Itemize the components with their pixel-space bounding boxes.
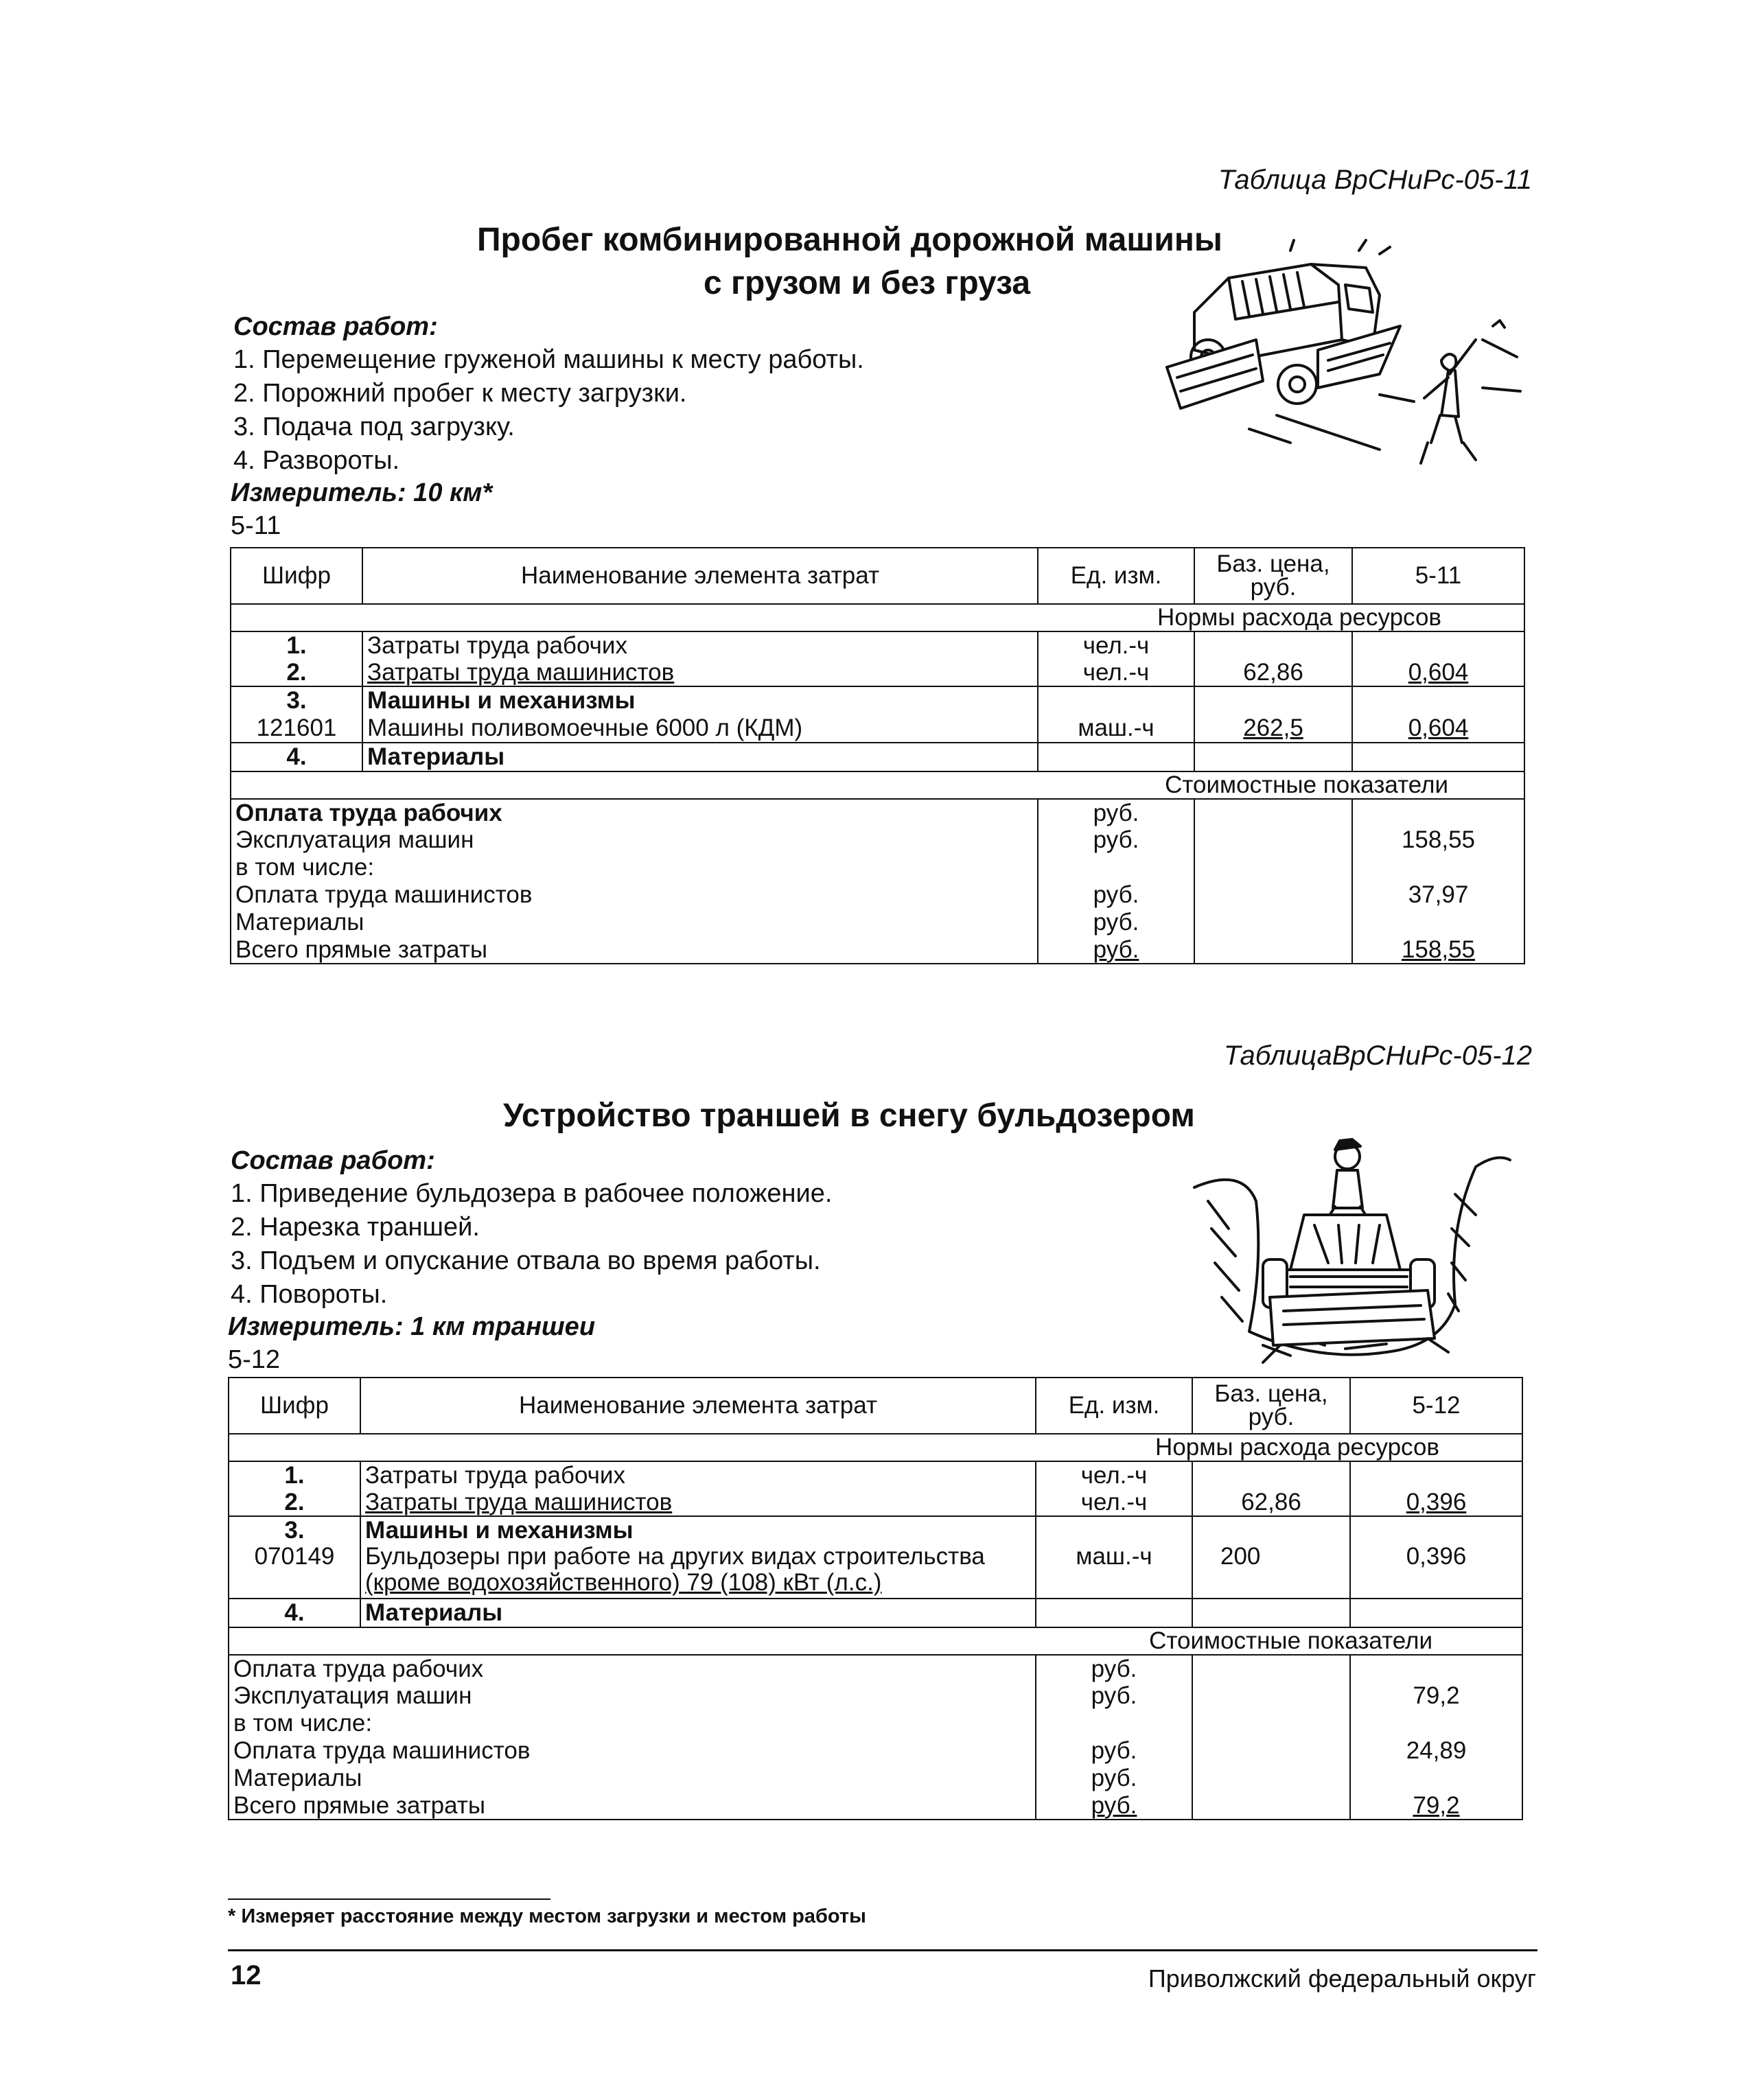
norm-code: 5-11 <box>231 511 281 540</box>
row-name: Машины и механизмы <box>360 1516 1036 1544</box>
row-price <box>1194 686 1352 714</box>
cost-unit: руб. <box>1038 881 1194 909</box>
cost-name: Оплата труда рабочих <box>231 799 1038 826</box>
cost-name: Всего прямые затраты <box>231 936 1038 964</box>
col-header: Шифр <box>229 1378 360 1434</box>
cost-name: Всего прямые затраты <box>229 1792 1036 1820</box>
cost-value: 158,55 <box>1352 936 1524 964</box>
measure-unit: Измеритель: 10 км* <box>231 478 493 507</box>
row-name-line-2: (кроме водохозяйственного) 79 (108) кВт (л.с.) <box>365 1569 882 1596</box>
cost-price <box>1194 799 1352 826</box>
cost-unit <box>1038 854 1194 881</box>
row-value <box>1352 631 1524 659</box>
cost-price <box>1192 1655 1350 1682</box>
row-price <box>1194 743 1352 771</box>
col-header: Ед. изм. <box>1036 1378 1192 1434</box>
cost-value: 24,89 <box>1350 1737 1522 1765</box>
row-code: 070149 <box>229 1544 360 1599</box>
row-code: 4. <box>231 743 362 771</box>
work-step: 4. Развороты. <box>233 446 400 475</box>
cost-label: Стоимостные показатели <box>229 1627 1522 1655</box>
col-header: Наименование элемента затрат <box>362 548 1038 604</box>
col-header: Шифр <box>231 548 362 604</box>
work-step: 1. Перемещение груженой машины к месту работы. <box>233 345 864 374</box>
cost-price <box>1192 1710 1350 1737</box>
cost-value <box>1352 909 1524 936</box>
row-name: Затраты труда рабочих <box>360 1461 1036 1489</box>
row-code: 2. <box>229 1489 360 1516</box>
row-name <box>360 1544 1036 1599</box>
cost-value: 79,2 <box>1350 1682 1522 1710</box>
row-unit <box>1036 1599 1192 1627</box>
row-unit <box>1036 1516 1192 1544</box>
row-value <box>1352 743 1524 771</box>
col-header: Наименование элемента затрат <box>360 1378 1036 1434</box>
cost-value <box>1350 1710 1522 1737</box>
cost-price <box>1194 826 1352 854</box>
row-name: Затраты труда машинистов <box>360 1489 1036 1516</box>
footnote-divider <box>228 1898 550 1900</box>
row-price <box>1194 631 1352 659</box>
norms-label: Нормы расхода ресурсов <box>229 1434 1522 1461</box>
norm-code: 5-12 <box>228 1345 281 1374</box>
cost-name: в том числе: <box>229 1710 1036 1737</box>
cost-label: Стоимостные показатели <box>231 771 1524 799</box>
bulldozer-in-snow-illustration <box>1181 1126 1517 1380</box>
cost-name: Эксплуатация машин <box>229 1682 1036 1710</box>
row-unit: чел.-ч <box>1036 1489 1192 1516</box>
cost-unit: руб. <box>1036 1765 1192 1792</box>
cost-name: Оплата труда машинистов <box>231 881 1038 909</box>
work-step: 2. Порожний пробег к месту загрузки. <box>233 379 687 408</box>
cost-name: в том числе: <box>231 854 1038 881</box>
cost-unit: руб. <box>1036 1737 1192 1765</box>
row-name: Материалы <box>362 743 1038 771</box>
row-value: 0,396 <box>1350 1544 1522 1599</box>
cost-name: Эксплуатация машин <box>231 826 1038 854</box>
row-value: 0,604 <box>1352 659 1524 686</box>
cost-name: Оплата труда рабочих <box>229 1655 1036 1682</box>
cost-price <box>1194 909 1352 936</box>
cost-value <box>1352 854 1524 881</box>
cost-unit: руб. <box>1038 909 1194 936</box>
row-unit: чел.-ч <box>1038 631 1194 659</box>
page-number: 12 <box>231 1960 262 1990</box>
cost-unit: руб. <box>1038 936 1194 964</box>
row-unit <box>1038 743 1194 771</box>
row-name: Машины поливомоечные 6000 л (КДМ) <box>362 714 1038 743</box>
row-unit <box>1038 686 1194 714</box>
row-price <box>1192 1516 1350 1544</box>
cost-unit: руб. <box>1038 799 1194 826</box>
work-step: 3. Подача под загрузку. <box>233 413 515 441</box>
table-label: Таблица ВрСНиРс-05-11 <box>1218 165 1532 195</box>
road-machine-illustration <box>1153 237 1524 491</box>
cost-value <box>1350 1765 1522 1792</box>
row-value <box>1350 1599 1522 1627</box>
table-label: ТаблицаВрСНиРс-05-12 <box>1223 1041 1532 1071</box>
cost-price <box>1194 936 1352 964</box>
row-name: Машины и механизмы <box>362 686 1038 714</box>
row-unit: маш.-ч <box>1036 1544 1192 1599</box>
row-code: 4. <box>229 1599 360 1627</box>
cost-price <box>1194 854 1352 881</box>
norms-label: Нормы расхода ресурсов <box>231 604 1524 631</box>
cost-name: Материалы <box>231 909 1038 936</box>
row-code: 3. <box>231 686 362 714</box>
row-code: 1. <box>231 631 362 659</box>
resource-table <box>228 1377 1523 1820</box>
cost-unit: руб. <box>1038 826 1194 854</box>
cost-value: 158,55 <box>1352 826 1524 854</box>
cost-price <box>1192 1765 1350 1792</box>
footer-text: Приволжский федеральный округ <box>1148 1964 1536 1993</box>
row-price <box>1192 1599 1350 1627</box>
row-code: 3. <box>229 1516 360 1544</box>
cost-price <box>1192 1682 1350 1710</box>
cost-price <box>1192 1737 1350 1765</box>
row-value <box>1350 1516 1522 1544</box>
cost-price <box>1194 881 1352 909</box>
measure-unit: Измеритель: 1 км траншеи <box>228 1312 596 1341</box>
row-unit: маш.-ч <box>1038 714 1194 743</box>
cost-value <box>1350 1655 1522 1682</box>
cost-name: Материалы <box>229 1765 1036 1792</box>
row-value <box>1350 1461 1522 1489</box>
row-name: Затраты труда машинистов <box>362 659 1038 686</box>
row-name: Материалы <box>360 1599 1036 1627</box>
row-code: 2. <box>231 659 362 686</box>
row-price: 200 <box>1192 1544 1350 1599</box>
col-header: 5-12 <box>1350 1378 1522 1434</box>
row-value <box>1352 686 1524 714</box>
row-name-line-1: Бульдозеры при работе на других видах строительства <box>365 1544 985 1570</box>
work-step: 3. Подъем и опускание отвала во время работы. <box>231 1246 821 1275</box>
section-title-line-2: с грузом и без груза <box>704 265 1031 301</box>
resource-table <box>230 547 1525 964</box>
cost-value: 37,97 <box>1352 881 1524 909</box>
row-value: 0,604 <box>1352 714 1524 743</box>
footer-divider <box>228 1949 1537 1951</box>
row-unit: чел.-ч <box>1038 659 1194 686</box>
cost-value: 79,2 <box>1350 1792 1522 1820</box>
row-name: Затраты труда рабочих <box>362 631 1038 659</box>
row-price: 62,86 <box>1194 659 1352 686</box>
col-header: Баз. цена, руб. <box>1192 1378 1350 1434</box>
row-value: 0,396 <box>1350 1489 1522 1516</box>
section-title-line-1: Устройство траншей в снегу бульдозером <box>503 1097 1195 1134</box>
cost-unit <box>1036 1710 1192 1737</box>
row-price <box>1192 1461 1350 1489</box>
composition-heading: Состав работ: <box>231 1146 435 1175</box>
footnote: * Измеряет расстояние между местом загрузки и местом работы <box>228 1905 866 1927</box>
row-code: 1. <box>229 1461 360 1489</box>
work-step: 4. Повороты. <box>231 1280 388 1309</box>
cost-unit: руб. <box>1036 1682 1192 1710</box>
cost-value <box>1352 799 1524 826</box>
cost-unit: руб. <box>1036 1655 1192 1682</box>
cost-name: Оплата труда машинистов <box>229 1737 1036 1765</box>
composition-heading: Состав работ: <box>233 312 438 341</box>
row-unit: чел.-ч <box>1036 1461 1192 1489</box>
work-step: 2. Нарезка траншей. <box>231 1213 480 1242</box>
col-header: Баз. цена, руб. <box>1194 548 1352 604</box>
section-title-line-1: Пробег комбинированной дорожной машины <box>477 222 1222 258</box>
col-header: Ед. изм. <box>1038 548 1194 604</box>
row-code: 121601 <box>231 714 362 743</box>
row-price: 62,86 <box>1192 1489 1350 1516</box>
work-step: 1. Приведение бульдозера в рабочее положение. <box>231 1179 833 1208</box>
cost-price <box>1192 1792 1350 1820</box>
row-price: 262,5 <box>1194 714 1352 743</box>
cost-unit: руб. <box>1036 1792 1192 1820</box>
col-header: 5-11 <box>1352 548 1524 604</box>
